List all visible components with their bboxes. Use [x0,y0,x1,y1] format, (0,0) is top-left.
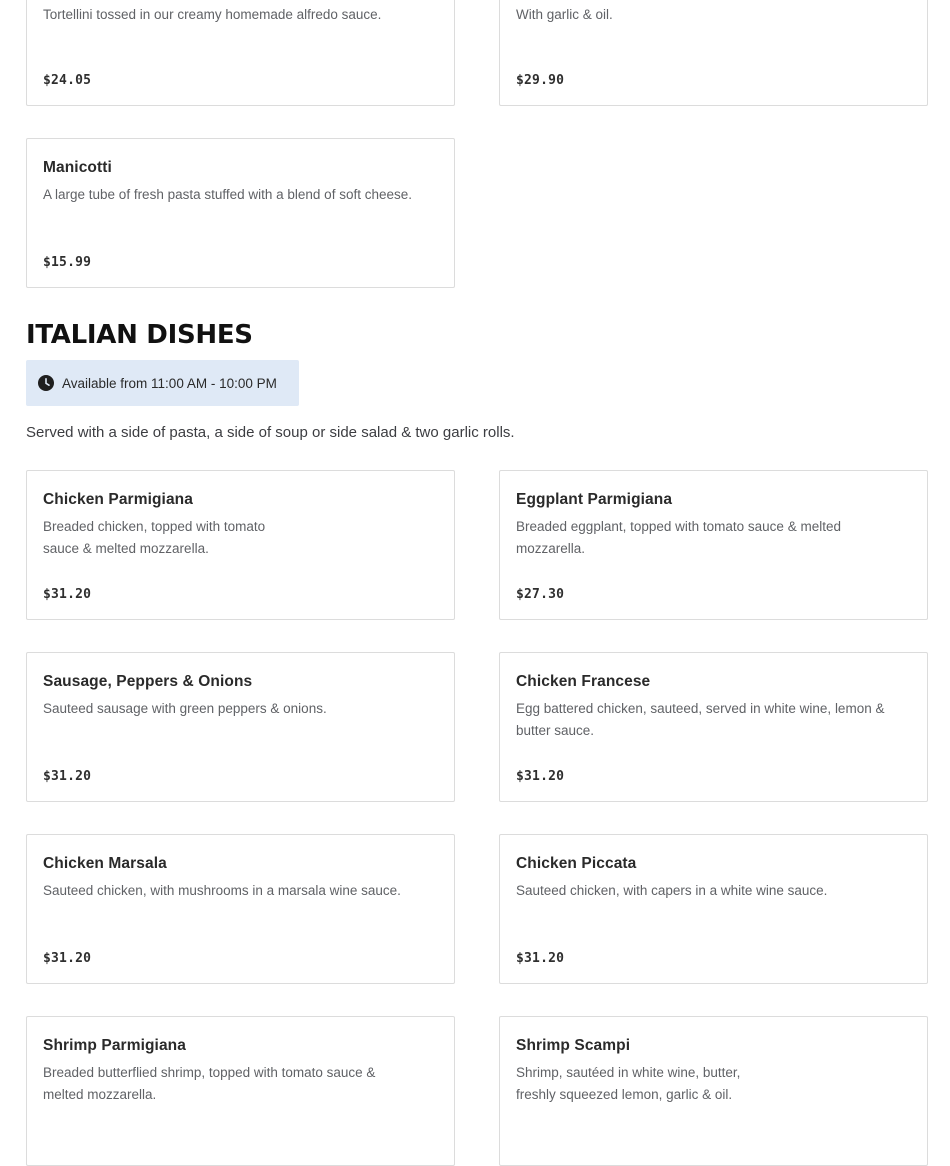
item-name: Chicken Piccata [516,855,637,872]
section-note: Served with a side of pasta, a side of soup or side salad & two garlic rolls. [26,424,515,441]
menu-item-card[interactable] [26,470,455,620]
menu-item-card[interactable] [26,1016,455,1166]
availability-badge [26,360,299,406]
menu-item-card[interactable] [499,1016,928,1166]
menu-item-card[interactable] [499,0,928,106]
item-price: $31.20 [43,769,92,784]
item-name: Sausage, Peppers & Onions [43,673,253,690]
item-description: Sauteed chicken, with mushrooms in a marsala wine sauce. [43,883,401,898]
menu-item-card[interactable] [499,652,928,802]
item-name: Chicken Parmigiana [43,491,193,508]
item-description: Breaded eggplant, topped with tomato sauce & melted mozzarella. [516,519,841,556]
item-price: $24.05 [43,73,92,88]
item-name: Manicotti [43,159,112,176]
item-price: $31.20 [43,951,92,966]
item-description: Sauteed sausage with green peppers & onions. [43,701,327,716]
menu-item-card[interactable] [26,834,455,984]
item-price: $15.99 [43,255,92,270]
item-description: Egg battered chicken, sauteed, served in white wine, lemon & butter sauce. [516,701,885,738]
menu-item-card[interactable] [26,652,455,802]
item-price: $31.20 [516,769,565,784]
menu-item-card[interactable] [499,470,928,620]
item-description: With garlic & oil. [516,7,613,22]
menu-item-card-manicotti[interactable] [26,138,455,288]
menu-item-card[interactable] [26,0,455,106]
item-name: Eggplant Parmigiana [516,491,673,508]
item-name: Shrimp Scampi [516,1037,631,1054]
item-description: Tortellini tossed in our creamy homemade alfredo sauce. [43,7,382,22]
item-description: Breaded chicken, topped with tomato sauce & melted mozzarella. [43,519,266,556]
item-description: A large tube of fresh pasta stuffed with a blend of soft cheese. [43,187,412,202]
item-price: $31.20 [516,951,565,966]
clock-icon [38,375,54,391]
section-title: ITALIAN DISHES [26,320,253,350]
item-description: Breaded butterflied shrimp, topped with tomato sauce & melted mozzarella. [43,1065,376,1102]
item-name: Chicken Francese [516,673,651,690]
item-name: Chicken Marsala [43,855,167,872]
item-description: Sauteed chicken, with capers in a white wine sauce. [516,883,828,898]
availability-text: Available from 11:00 AM - 10:00 PM [62,375,277,391]
item-price: $29.90 [516,73,565,88]
item-price: $31.20 [43,587,92,602]
item-name: Shrimp Parmigiana [43,1037,186,1054]
item-price: $27.30 [516,587,565,602]
item-description: Shrimp, sautéed in white wine, butter, freshly squeezed lemon, garlic & oil. [516,1065,741,1102]
menu-item-card[interactable] [499,834,928,984]
